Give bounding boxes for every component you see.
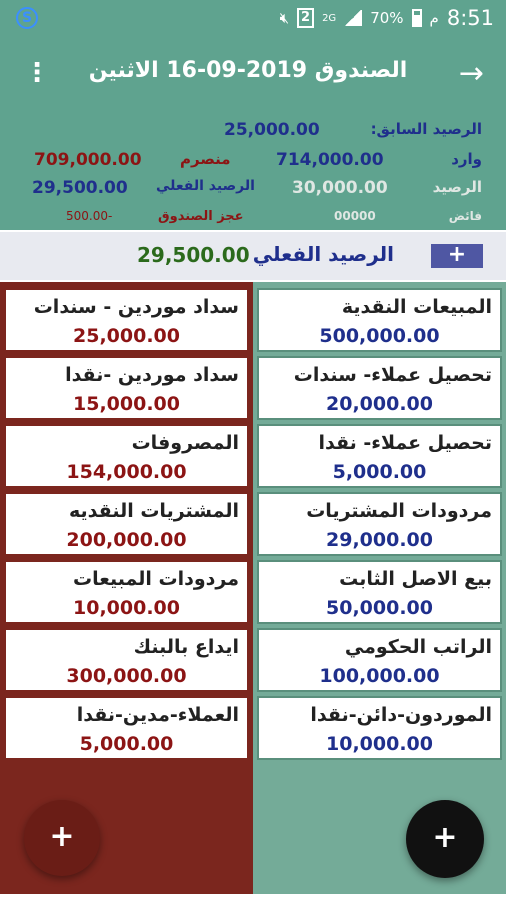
item-label: تحصيل عملاء- نقدا: [318, 432, 492, 454]
item-label: الراتب الحكومي: [344, 636, 492, 658]
incoming-item[interactable]: [257, 696, 502, 760]
item-value: 29,000.00: [326, 529, 433, 551]
actual-balance-row-value: 29,500.00: [137, 243, 250, 267]
clock: 8:51: [446, 6, 494, 30]
outgoing-item[interactable]: [4, 356, 249, 420]
item-label: مردودات المشتريات: [306, 500, 492, 522]
balance-label: الرصيد: [432, 178, 482, 196]
item-value: 5,000.00: [79, 733, 174, 755]
sim-badge: 2: [297, 8, 314, 28]
add-incoming-button[interactable]: +: [406, 800, 484, 878]
am-pm: م: [429, 9, 439, 27]
item-value: 200,000.00: [66, 529, 187, 551]
battery-icon: [412, 9, 422, 27]
outgoing-item[interactable]: [4, 424, 249, 488]
deficit-label: عجز الصندوق: [158, 209, 244, 224]
actual-balance-row: [0, 232, 506, 280]
surplus-value: 00000: [334, 209, 376, 223]
item-value: 50,000.00: [326, 597, 433, 619]
network-type: 2G: [322, 12, 337, 24]
actual-balance-label: الرصيد الفعلي: [156, 178, 255, 194]
arrow-right-icon[interactable]: →: [458, 56, 484, 91]
incoming-item[interactable]: [257, 560, 502, 624]
previous-balance-value: 25,000.00: [224, 120, 320, 140]
signal-icon: [344, 10, 362, 26]
item-label: سداد موردين - سندات: [33, 296, 239, 318]
page-title: الصندوق 2019-09-16 الاثنين: [88, 58, 408, 83]
item-value: 20,000.00: [326, 393, 433, 415]
item-label: مردودات المبيعات: [73, 568, 239, 590]
incoming-item[interactable]: [257, 492, 502, 556]
mute-icon: 🔇︎: [279, 9, 290, 27]
outgoing-item[interactable]: [4, 492, 249, 556]
app-bar: [0, 36, 506, 114]
incoming-item[interactable]: [257, 628, 502, 692]
more-vert-icon[interactable]: ⋮: [24, 58, 50, 88]
item-value: 15,000.00: [73, 393, 180, 415]
item-value: 10,000.00: [73, 597, 180, 619]
item-label: المبيعات النقدية: [341, 296, 492, 318]
outgoing-item[interactable]: [4, 560, 249, 624]
item-value: 10,000.00: [326, 733, 433, 755]
outgoing-item[interactable]: [4, 696, 249, 760]
item-label: تحصيل عملاء- سندات: [293, 364, 492, 386]
incoming-item[interactable]: [257, 424, 502, 488]
item-value: 25,000.00: [73, 325, 180, 347]
app-notification-icon: S: [16, 7, 38, 29]
outgoing-item[interactable]: [4, 288, 249, 352]
previous-balance-label: الرصيد السابق:: [370, 120, 482, 138]
surplus-label: فائض: [448, 209, 482, 223]
deficit-value: 500.00-: [66, 209, 113, 223]
battery-percent: 70%: [370, 9, 404, 27]
item-label: المشتريات النقديه: [69, 500, 239, 522]
item-value: 500,000.00: [319, 325, 440, 347]
item-label: المصروفات: [131, 432, 239, 454]
incoming-item[interactable]: [257, 288, 502, 352]
summary-panel: [0, 114, 506, 230]
incoming-item[interactable]: [257, 356, 502, 420]
outgoing-item[interactable]: [4, 628, 249, 692]
incoming-value: 714,000.00: [276, 150, 384, 170]
outgoing-label: منصرم: [180, 150, 231, 168]
item-value: 100,000.00: [319, 665, 440, 687]
item-label: سداد موردين -نقدا: [65, 364, 239, 386]
add-outgoing-button[interactable]: +: [24, 800, 100, 876]
incoming-column: [253, 282, 506, 894]
item-label: الموردون-دائن-نقدا: [310, 704, 492, 726]
actual-balance-value: 29,500.00: [32, 178, 128, 198]
outgoing-value: 709,000.00: [34, 150, 142, 170]
add-actual-balance-button[interactable]: +: [431, 244, 483, 268]
item-label: ايداع بالبنك: [133, 636, 239, 658]
balance-value: 30,000.00: [292, 178, 388, 198]
item-label: بيع الاصل الثابت: [339, 568, 492, 590]
outgoing-column: [0, 282, 253, 894]
incoming-label: وارد: [451, 150, 482, 168]
actual-balance-row-label: الرصيد الفعلي: [252, 242, 394, 266]
status-bar: [0, 0, 506, 36]
item-value: 154,000.00: [66, 461, 187, 483]
item-value: 5,000.00: [332, 461, 427, 483]
item-value: 300,000.00: [66, 665, 187, 687]
item-label: العملاء-مدين-نقدا: [76, 704, 239, 726]
